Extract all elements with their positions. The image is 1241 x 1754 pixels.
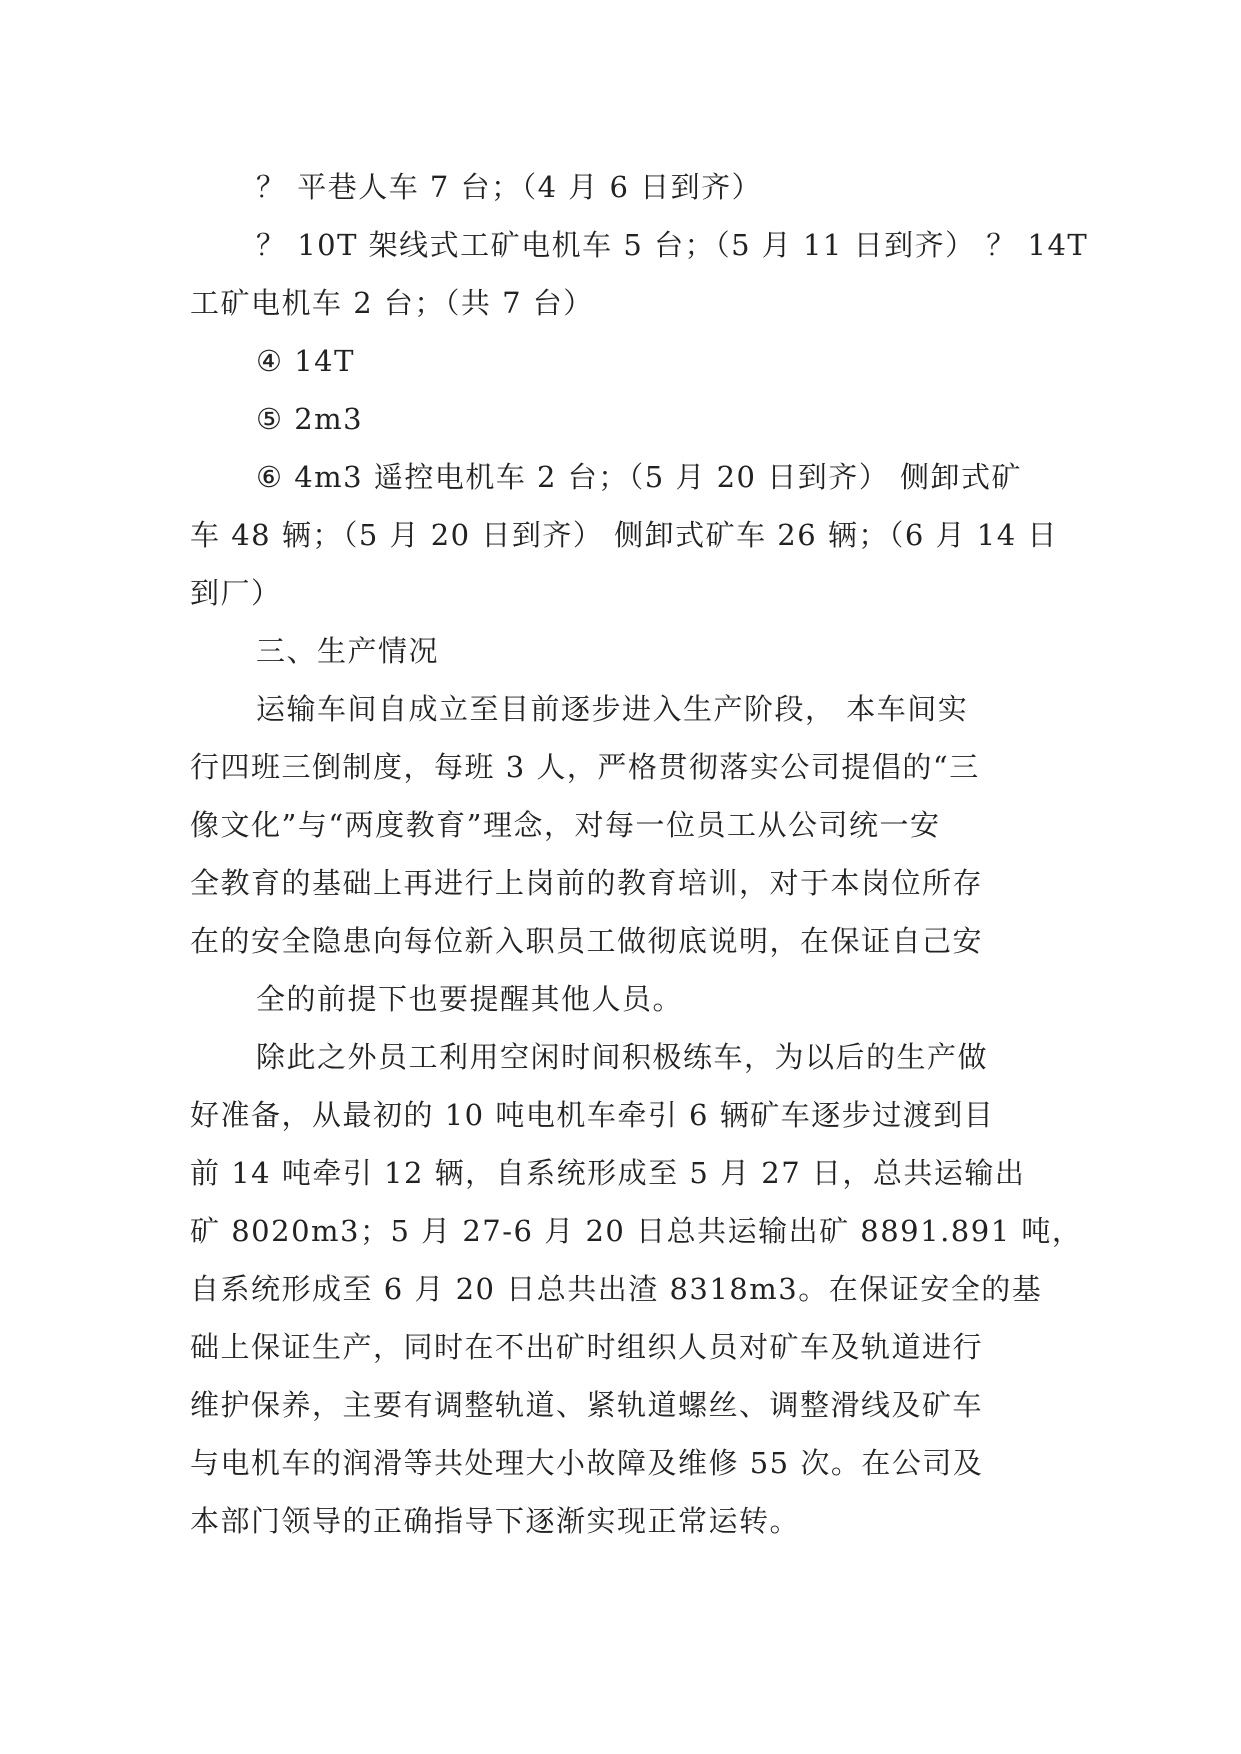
text-line: 好准备，从最初的 10 吨电机车牵引 6 辆矿车逐步过渡到目: [190, 1098, 995, 1132]
text-line: 全的前提下也要提醒其他人员。: [256, 982, 684, 1016]
text-line: 自系统形成至 6 月 20 日总共出渣 8318m3。在保证安全的基: [190, 1272, 1043, 1306]
section-heading: 三、生产情况: [256, 634, 440, 668]
body-text: [190, 158, 1089, 1550]
text-line: 前 14 吨牵引 12 辆，自系统形成至 5 月 27 日，总共运输出: [190, 1156, 1026, 1190]
text-line: 像文化”与“两度教育”理念，对每一位员工从公司统一安: [190, 808, 941, 842]
text-line: 全教育的基础上再进行上岗前的教育培训，对于本岗位所存: [190, 866, 984, 900]
text-line: 维护保养，主要有调整轨道、紧轨道螺丝、调整滑线及矿车: [190, 1388, 984, 1422]
text-line: 在的安全隐患向每位新入职员工做彻底说明，在保证自己安: [190, 924, 984, 958]
text-line: 工矿电机车 2 台；（共 7 台）: [190, 286, 594, 320]
text-line: 与电机车的润滑等共处理大小故障及维修 55 次。在公司及: [190, 1446, 984, 1480]
text-line: 除此之外员工利用空闲时间积极练车，为以后的生产做: [256, 1040, 989, 1074]
text-line: ？ 平巷人车 7 台；（4 月 6 日到齐）: [256, 170, 763, 204]
text-line: 础上保证生产，同时在不出矿时组织人员对矿车及轨道进行: [190, 1330, 984, 1364]
text-line: ④ 14T: [256, 344, 355, 378]
text-line: 矿 8020m3；5 月 27-6 月 20 日总共运输出矿 8891.891 吨，: [190, 1214, 1083, 1248]
text-line: 到厂）: [190, 576, 282, 610]
text-line: 运输车间自成立至目前逐步进入生产阶段， 本车间实: [256, 692, 969, 726]
text-line: 本部门领导的正确指导下逐渐实现正常运转。: [190, 1504, 801, 1538]
text-line: 行四班三倒制度，每班 3 人，严格贯彻落实公司提倡的“三: [190, 750, 980, 784]
text-line: ？ 10T 架线式工矿电机车 5 台；（5 月 11 日到齐） ？ 14T: [256, 228, 1089, 262]
text-line: ⑤ 2m3: [256, 402, 364, 436]
text-line: 车 48 辆；（5 月 20 日到齐） 侧卸式矿车 26 辆；（6 月 14 日: [190, 518, 1058, 552]
text-line: ⑥ 4m3 遥控电机车 2 台；（5 月 20 日到齐） 侧卸式矿: [256, 460, 1022, 494]
